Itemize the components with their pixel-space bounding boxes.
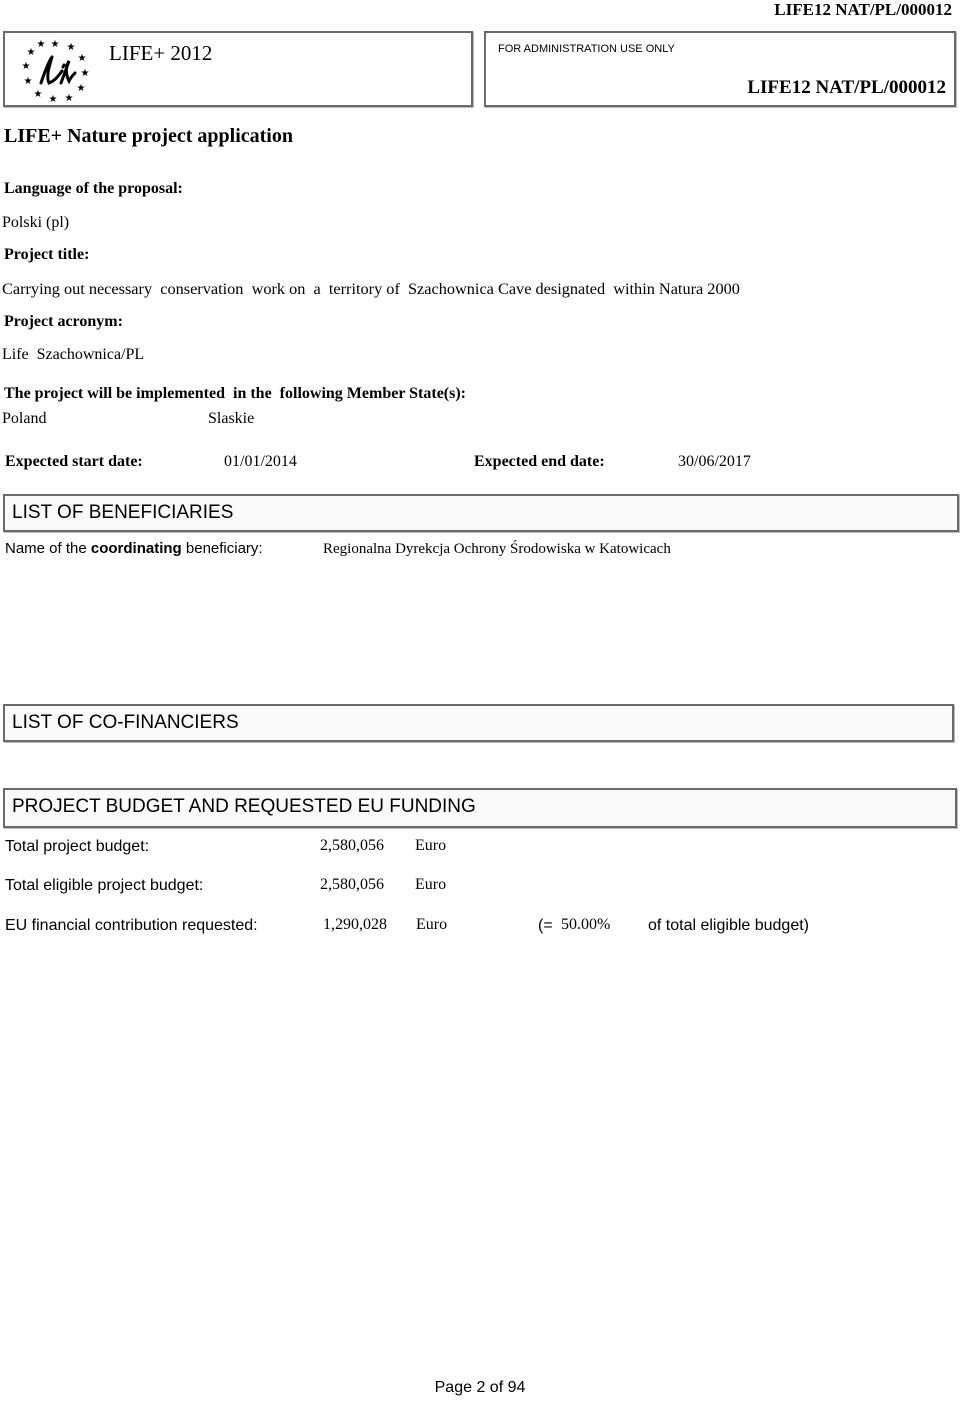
eligible-budget-value: 2,580,056 (320, 876, 384, 893)
language-value: Polski (pl) (2, 214, 70, 231)
end-date-label: Expected end date: (474, 453, 605, 470)
project-title-value: Carrying out necessary conservation work on a territory of Szachownica Cave designated within Natura 2000 (2, 279, 740, 298)
program-label: LIFE+ 2012 (109, 41, 213, 65)
coordinating-label-prefix: Name of the (5, 540, 91, 557)
eu-contribution-label: EU financial contribution requested: (5, 917, 258, 934)
end-date-value: 30/06/2017 (678, 453, 751, 470)
coordinating-beneficiary-value: Regionalna Dyrekcja Ochrony Środowiska w Katowicach (323, 541, 671, 557)
svg-text:★: ★ (21, 61, 31, 72)
eu-percentage-value: 50.00% (561, 916, 611, 933)
svg-text:★: ★ (26, 47, 36, 58)
member-state-region: Slaskie (208, 410, 255, 427)
program-header-box (3, 31, 473, 107)
coordinating-label-emphasis: coordinating (90, 540, 182, 557)
svg-text:★: ★ (23, 76, 33, 87)
member-state-country: Poland (2, 410, 47, 427)
start-date-value: 01/01/2014 (224, 453, 297, 470)
svg-text:★: ★ (80, 68, 90, 79)
project-title-label: Project title: (4, 246, 90, 263)
eu-contribution-value: 1,290,028 (323, 916, 387, 933)
admin-use-label: FOR ADMINISTRATION USE ONLY (498, 43, 675, 55)
acronym-label: Project acronym: (4, 313, 123, 330)
life-logo-icon (19, 37, 91, 103)
svg-text:★: ★ (33, 89, 43, 100)
eu-contribution-currency: Euro (416, 916, 448, 933)
member-state-label: The project will be implemented in the following Member State(s): (4, 385, 467, 402)
beneficiaries-section-header: LIST OF BENEFICIARIES (3, 494, 959, 532)
eligible-budget-label: Total eligible project budget: (5, 877, 204, 894)
page-number (0, 1379, 960, 1397)
budget-section-header: PROJECT BUDGET AND REQUESTED EU FUNDING (3, 788, 957, 828)
page-of: of (485, 1379, 508, 1396)
page-title: LIFE+ Nature project application (4, 125, 293, 147)
svg-text:★: ★ (50, 39, 60, 50)
page-total: 94 (507, 1379, 526, 1396)
total-budget-value: 2,580,056 (320, 837, 384, 854)
start-date-label: Expected start date: (5, 453, 143, 470)
page-prefix: Page (434, 1379, 477, 1396)
svg-text:★: ★ (76, 83, 86, 94)
header-reference: LIFE12 NAT/PL/000012 (774, 0, 952, 19)
cofinanciers-section-header: LIST OF CO-FINANCIERS (3, 704, 954, 742)
language-label: Language of the proposal: (4, 180, 183, 197)
svg-text:★: ★ (64, 93, 74, 103)
svg-text:★: ★ (77, 53, 87, 64)
admin-reference: LIFE12 NAT/PL/000012 (747, 77, 946, 98)
eligible-budget-currency: Euro (415, 876, 447, 893)
page-current: 2 (476, 1379, 486, 1396)
coordinating-beneficiary-label (5, 540, 263, 557)
total-budget-currency: Euro (415, 837, 447, 854)
eu-percentage-prefix: (= (538, 917, 553, 934)
administration-box (484, 31, 956, 107)
coordinating-label-suffix: beneficiary: (181, 540, 263, 557)
eu-percentage-suffix: of total eligible budget) (648, 917, 809, 934)
svg-text:★: ★ (36, 39, 46, 50)
acronym-value: Life Szachownica/PL (2, 346, 145, 363)
svg-text:★: ★ (48, 94, 58, 103)
total-budget-label: Total project budget: (5, 838, 150, 855)
svg-text:★: ★ (66, 42, 76, 53)
